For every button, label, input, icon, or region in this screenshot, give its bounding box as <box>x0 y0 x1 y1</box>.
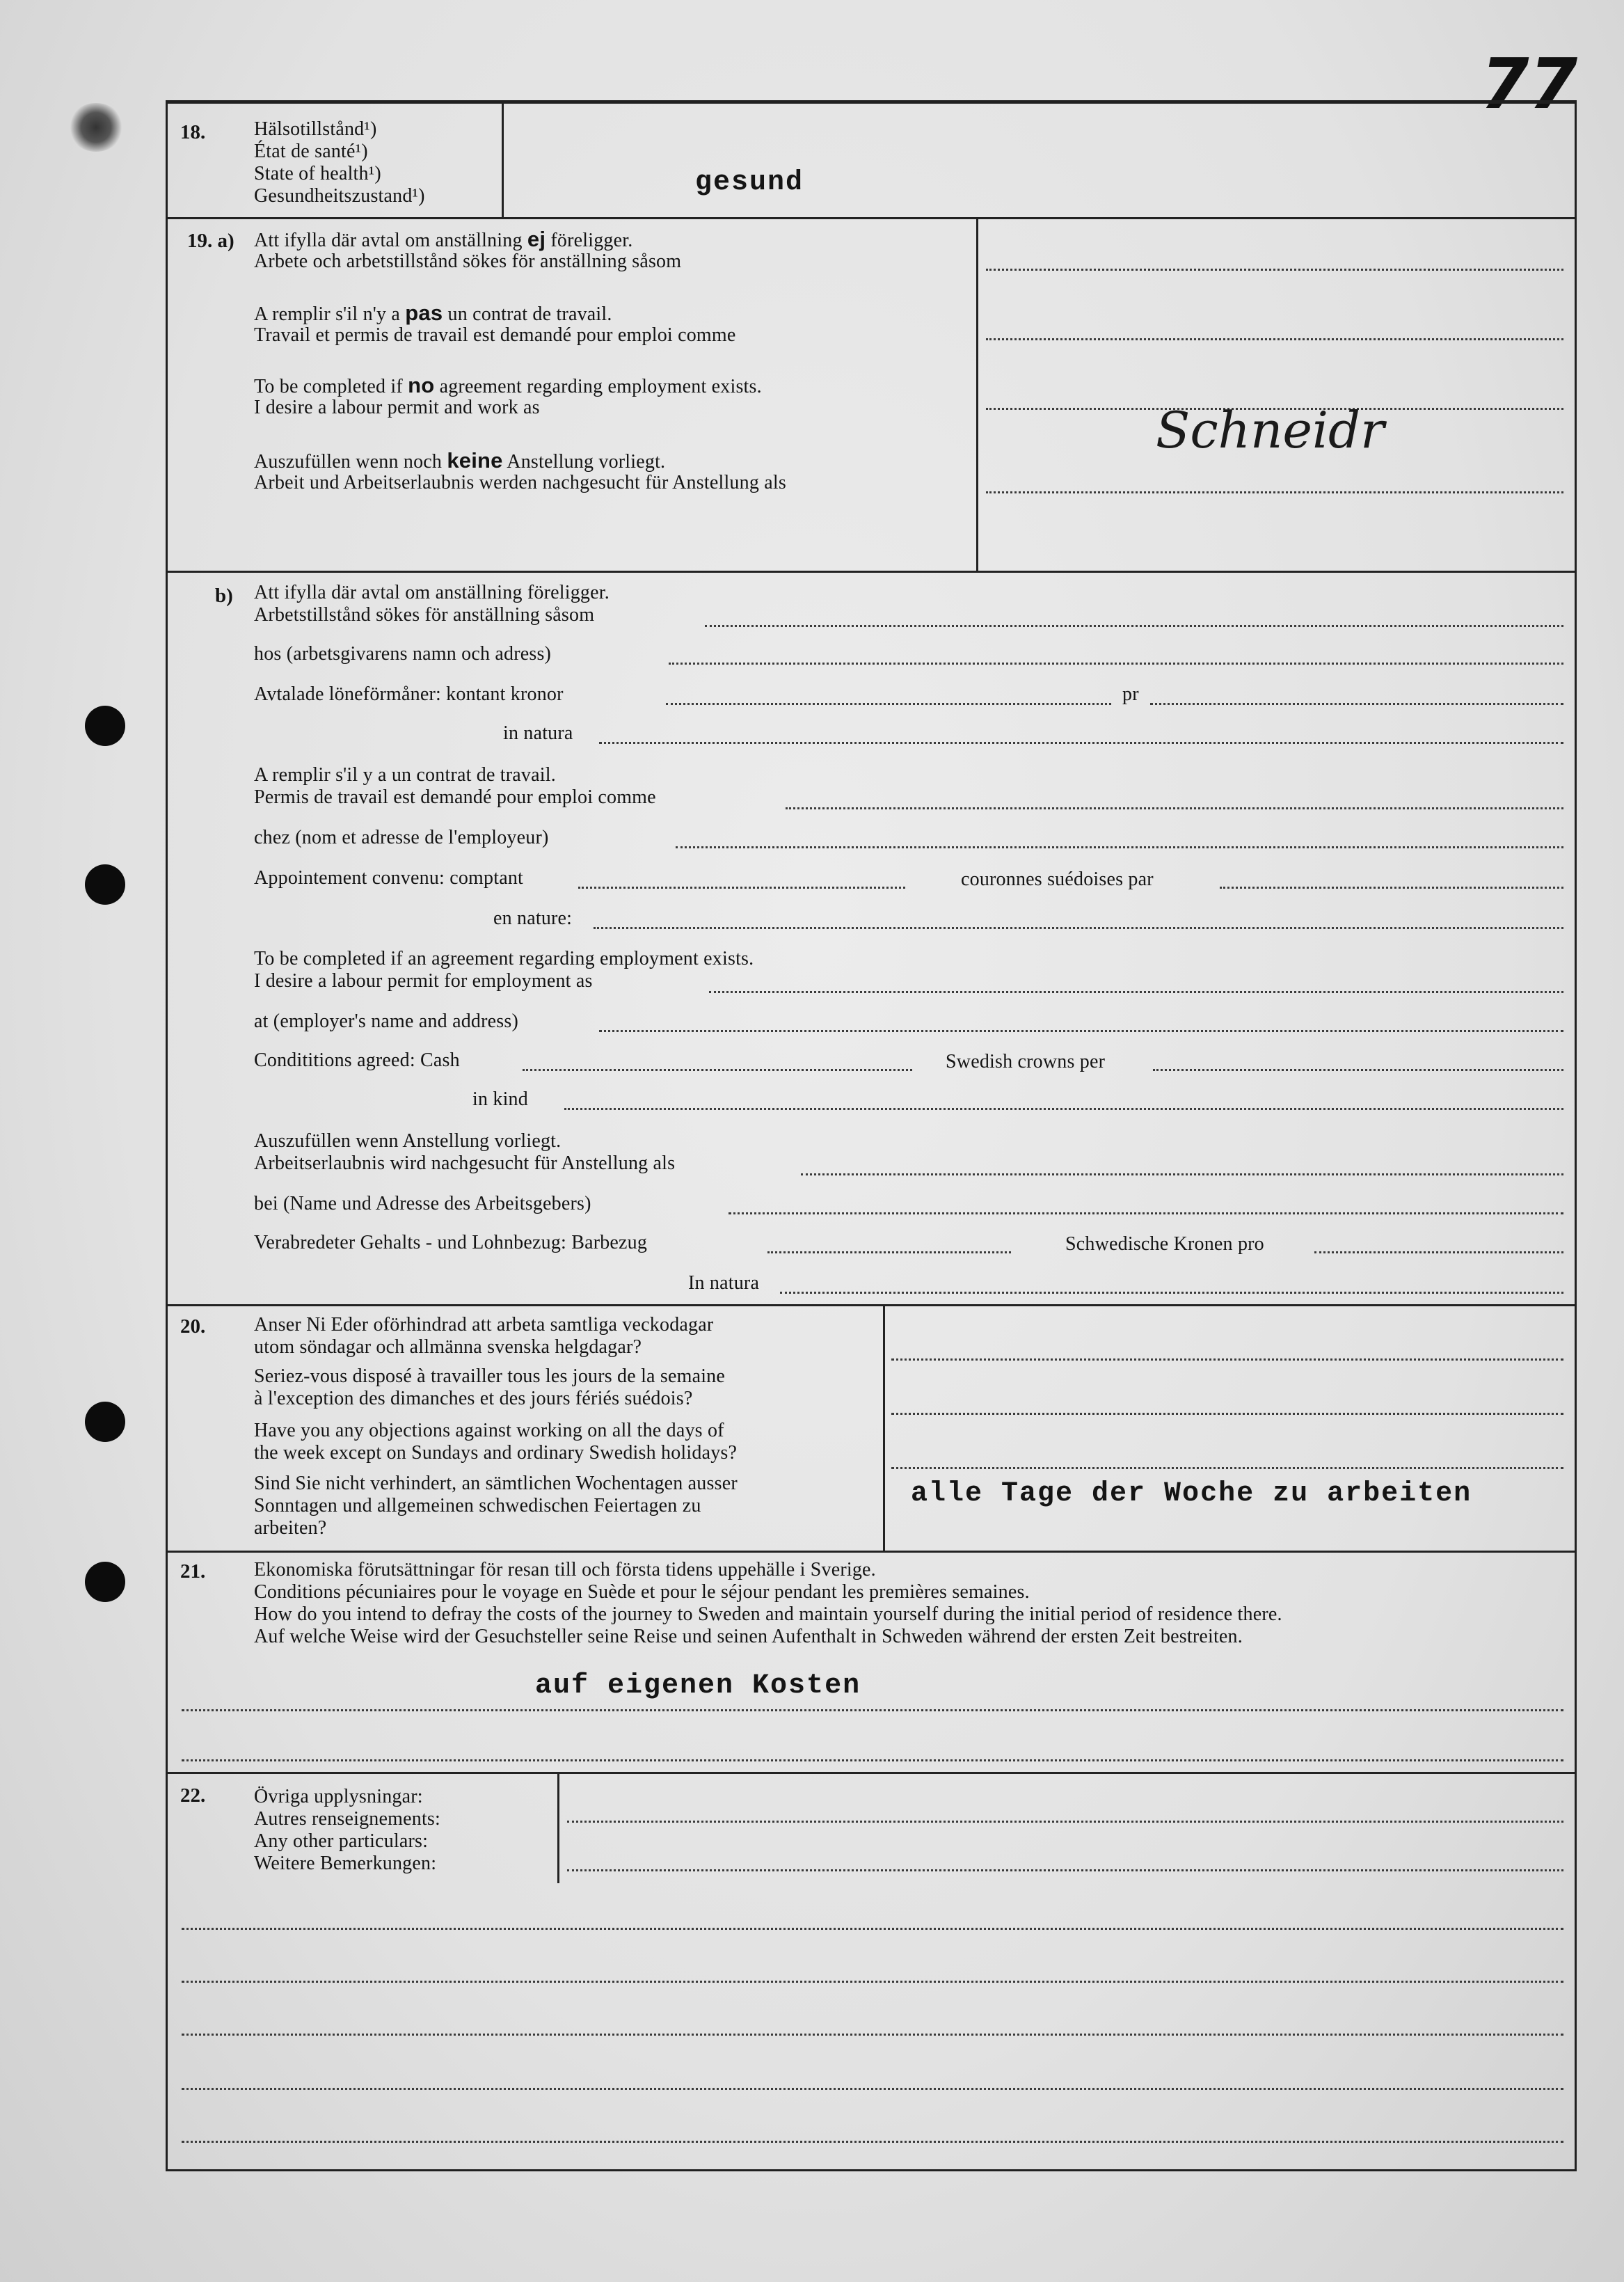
fill-line <box>578 887 905 889</box>
fill-line <box>705 625 1563 627</box>
section-number: 18. <box>180 121 206 143</box>
fill-line <box>567 1821 1563 1823</box>
keyword: no <box>408 373 435 397</box>
label-fr-2: Permis de travail est demandé pour emploi comme <box>254 786 656 808</box>
label-de-1 <box>254 450 665 473</box>
fill-line <box>780 1292 1563 1294</box>
fill-line <box>709 991 1563 993</box>
keyword: keine <box>447 448 503 473</box>
label-fr-5: en nature: <box>493 908 573 929</box>
label-sv-1 <box>254 228 632 252</box>
fill-line <box>801 1173 1563 1175</box>
fill-line <box>986 491 1563 493</box>
divider <box>502 102 504 217</box>
finances-answer: auf eigenen Kosten <box>535 1670 861 1702</box>
divider <box>557 1772 559 1883</box>
fill-line <box>599 1030 1563 1032</box>
workdays-answer: alle Tage der Woche zu arbeiten <box>911 1478 1472 1510</box>
label-en: Any other particulars: <box>254 1830 429 1852</box>
fill-line <box>891 1413 1563 1415</box>
label-sv-1: Anser Ni Eder oförhindrad att arbeta samtliga veckodagar <box>254 1314 714 1336</box>
label-de: Auf welche Weise wird der Gesuchsteller seine Reise und seinen Aufenthalt in Schweden während der ersten Zeit bestreiten. <box>254 1626 1243 1647</box>
punch-hole <box>85 1562 125 1602</box>
label-de: Weitere Bemerkungen: <box>254 1853 437 1874</box>
fill-line <box>567 1869 1563 1871</box>
fill-line <box>666 703 1111 705</box>
label-sv-3: hos (arbetsgivarens namn och adress) <box>254 643 552 665</box>
label-fr: Conditions pécuniaires pour le voyage en Suède et pour le séjour pendant les premières semaines. <box>254 1581 1030 1603</box>
fill-line <box>182 2034 1563 2036</box>
health-answer: gesund <box>695 167 804 198</box>
label-de-2: Arbeitserlaubnis wird nachgesucht für Anstellung als <box>254 1152 676 1174</box>
label-fr-1: A remplir s'il y a un contrat de travail. <box>254 764 556 786</box>
label-sv: Ekonomiska förutsättningar för resan till och första tidens uppehälle i Sverige. <box>254 1559 876 1580</box>
label-en-3: at (employer's name and address) <box>254 1011 518 1032</box>
label-de-5: In natura <box>688 1272 760 1294</box>
label-de-1: Sind Sie nicht verhindert, an sämtlichen Wochentagen ausser <box>254 1473 738 1494</box>
fill-line <box>1314 1251 1563 1253</box>
label-fr-4: Appointement convenu: comptant <box>254 867 524 889</box>
label-sv-2: Arbetstillstånd sökes för anställning såsom <box>254 604 595 626</box>
fill-line <box>891 1358 1563 1361</box>
fill-line <box>182 1981 1563 1983</box>
label-de-1: Auszufüllen wenn Anstellung vorliegt. <box>254 1130 562 1152</box>
section-number: 21. <box>180 1560 206 1583</box>
label-fr-2: Travail et permis de travail est demandé pour emploi comme <box>254 324 736 346</box>
page-number: 77 <box>1481 43 1578 125</box>
fill-line <box>786 807 1563 809</box>
label-de-2: Arbeit und Arbeitserlaubnis werden nachgesucht für Anstellung als <box>254 472 786 493</box>
label-de-3: bei (Name und Adresse des Arbeitsgebers) <box>254 1193 591 1214</box>
fill-line <box>1220 887 1563 889</box>
label-de-3: arbeiten? <box>254 1517 327 1539</box>
label-sv-5: in natura <box>503 722 573 744</box>
section-divider <box>168 571 1575 573</box>
label-fr-1: Seriez-vous disposé à travailler tous les jours de la semaine <box>254 1365 726 1387</box>
label-fr-3: chez (nom et adresse de l'employeur) <box>254 827 549 848</box>
label-sv-1: Att ifylla där avtal om anställning föreligger. <box>254 582 610 603</box>
section-divider <box>168 1551 1575 1553</box>
section-number: 22. <box>180 1784 206 1807</box>
fill-line <box>767 1251 1011 1253</box>
text: agreement regarding employment exists. <box>434 376 762 397</box>
fill-line <box>986 338 1563 340</box>
label-sv: Hälsotillstånd¹) <box>254 118 377 140</box>
label-fr: Autres renseignements: <box>254 1808 440 1830</box>
punch-hole <box>85 706 125 746</box>
section-number: 20. <box>180 1315 206 1338</box>
fill-line <box>182 2088 1563 2090</box>
text: To be completed if <box>254 376 408 397</box>
fill-line <box>986 269 1563 271</box>
fill-line <box>182 1928 1563 1930</box>
label-en-1: To be completed if an agreement regarding employment exists. <box>254 948 754 969</box>
text: un contrat de travail. <box>443 303 612 325</box>
label-de-4b: Schwedische Kronen pro <box>1065 1233 1264 1255</box>
label-en-4b: Swedish crowns per <box>946 1051 1106 1072</box>
section-divider <box>168 1304 1575 1306</box>
label-de-4: Verabredeter Gehalts - und Lohnbezug: Barbezug <box>254 1232 648 1253</box>
label-fr-2: à l'exception des dimanches et des jours fériés suédois? <box>254 1388 693 1409</box>
text: Auszufüllen wenn noch <box>254 451 447 473</box>
section-divider <box>168 217 1575 219</box>
label-fr-1 <box>254 302 612 326</box>
label-en-2: I desire a labour permit for employment as <box>254 970 593 992</box>
label-en-1: Have you any objections against working on all the days of <box>254 1420 724 1441</box>
fill-line <box>564 1108 1563 1110</box>
fill-line <box>182 1759 1563 1761</box>
label-sv-2: Arbete och arbetstillstånd sökes för anställning såsom <box>254 251 682 272</box>
fill-line <box>669 663 1563 665</box>
label-de-2: Sonntagen und allgemeinen schwedischen Feiertagen zu <box>254 1495 701 1516</box>
punch-hole <box>85 1402 125 1442</box>
fill-line <box>676 846 1563 848</box>
label-sv: Övriga upplysningar: <box>254 1786 423 1807</box>
label-en-2: the week except on Sundays and ordinary Swedish holidays? <box>254 1442 738 1464</box>
text: A remplir s'il n'y a <box>254 303 406 325</box>
label-en: State of health¹) <box>254 163 381 184</box>
label-en-5: in kind <box>472 1088 528 1110</box>
label-en: How do you intend to defray the costs of the journey to Sweden and maintain yourself during the initial period of residence there. <box>254 1603 1282 1625</box>
label-sv-4: Avtalade löneförmåner: kontant kronor <box>254 683 564 705</box>
section-divider <box>168 1772 1575 1774</box>
punch-hole <box>85 864 125 905</box>
label-sv-2: utom söndagar och allmänna svenska helgdagar? <box>254 1336 642 1358</box>
label-en-4: Condititions agreed: Cash <box>254 1049 460 1071</box>
section-number: b) <box>215 585 233 607</box>
fill-line <box>1150 703 1563 705</box>
text: Anstellung vorliegt. <box>502 451 666 473</box>
fill-line <box>523 1069 912 1071</box>
fill-line <box>891 1467 1563 1469</box>
application-form <box>166 102 1577 2171</box>
fill-line <box>182 1709 1563 1711</box>
text: föreligger. <box>546 230 633 251</box>
label-en-1 <box>254 374 762 398</box>
label-en-2: I desire a labour permit and work as <box>254 397 540 418</box>
fill-line <box>182 2141 1563 2143</box>
fill-line <box>594 927 1563 929</box>
keyword: ej <box>527 227 546 251</box>
fill-line <box>1153 1069 1563 1071</box>
label-de: Gesundheitszustand¹) <box>254 185 425 207</box>
keyword: pas <box>405 301 443 325</box>
fill-line <box>599 742 1563 744</box>
label-sv-4b: pr <box>1122 683 1139 705</box>
divider <box>883 1304 885 1551</box>
occupation-handwriting: Schneidr <box>1156 401 1385 459</box>
section-number: 19. a) <box>187 230 234 252</box>
text: Att ifylla där avtal om anställning <box>254 230 527 251</box>
divider <box>976 217 978 571</box>
label-fr-4b: couronnes suédoises par <box>961 869 1154 890</box>
ink-stain <box>68 103 124 152</box>
label-fr: État de santé¹) <box>254 141 368 162</box>
fill-line <box>729 1212 1563 1214</box>
